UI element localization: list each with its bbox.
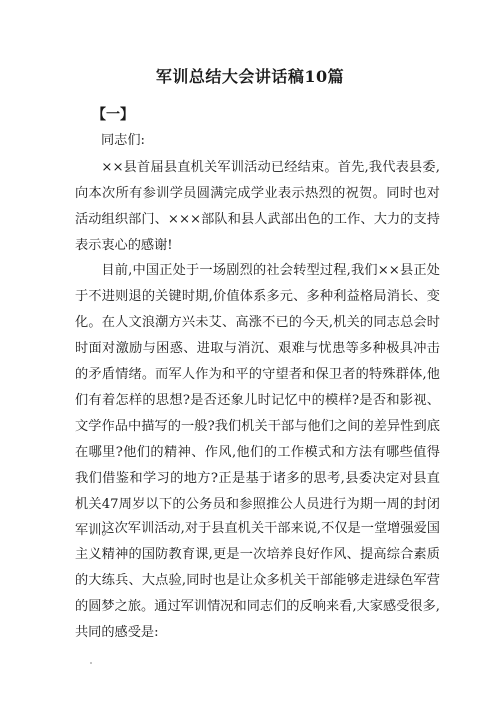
paragraph-3: 这次军训活动,对于县直机关干部来说,不仅是一堂增强爱国主义精神的国防教育课,更是一次培养良好作风、提高综合素质的大练兵、大点验,同时也是让众多机关干部能够走进绿色军营的圆梦之旅。通过军训情况和同志们的反响来看,大家感受很多,共同的感受是: <box>75 521 440 640</box>
paragraph-2: 目前,中国正处于一场剧烈的社会转型过程,我们××县正处于不进则退的关键时期,价值体系多元、多种利益格局消长、变化。在人文浪潮方兴未艾、高涨不已的今天,机关的同志总会时时面对激励与困惑、进取与消沉、艰难与忧患等多种极具冲击的矛盾情绪。而军人作为和平的守望者和保卫者的特殊群体,他们有着怎样的思想?是否还象儿时记忆中的模样?是否和影视、文学作品中描写的一般?我们机关干部与他们之间的差异性到底在哪里?他们的精神、作风,他们的工作模式和方法有哪些值得我们借鉴和学习的地方?正是基于诸多的思考,县委决定对县直机关47周岁以下的公务员和参照推公人员进行为期一周的封闭军训。 <box>75 263 440 538</box>
paragraph-1: ××县首届县直机关军训活动已经结束。首先,我代表县委,向本次所有参训学员圆满完成学业表示热烈的祝贺。同时也对活动组织部门、×××部队和县人武部出色的工作、大力的支持表示衷心的感谢! <box>75 160 440 253</box>
document-title: 军训总结大会讲话稿10篇 <box>155 67 345 86</box>
greeting: 同志们: <box>101 133 146 148</box>
section-label: 【一】 <box>92 107 134 123</box>
page-mark <box>90 662 92 664</box>
